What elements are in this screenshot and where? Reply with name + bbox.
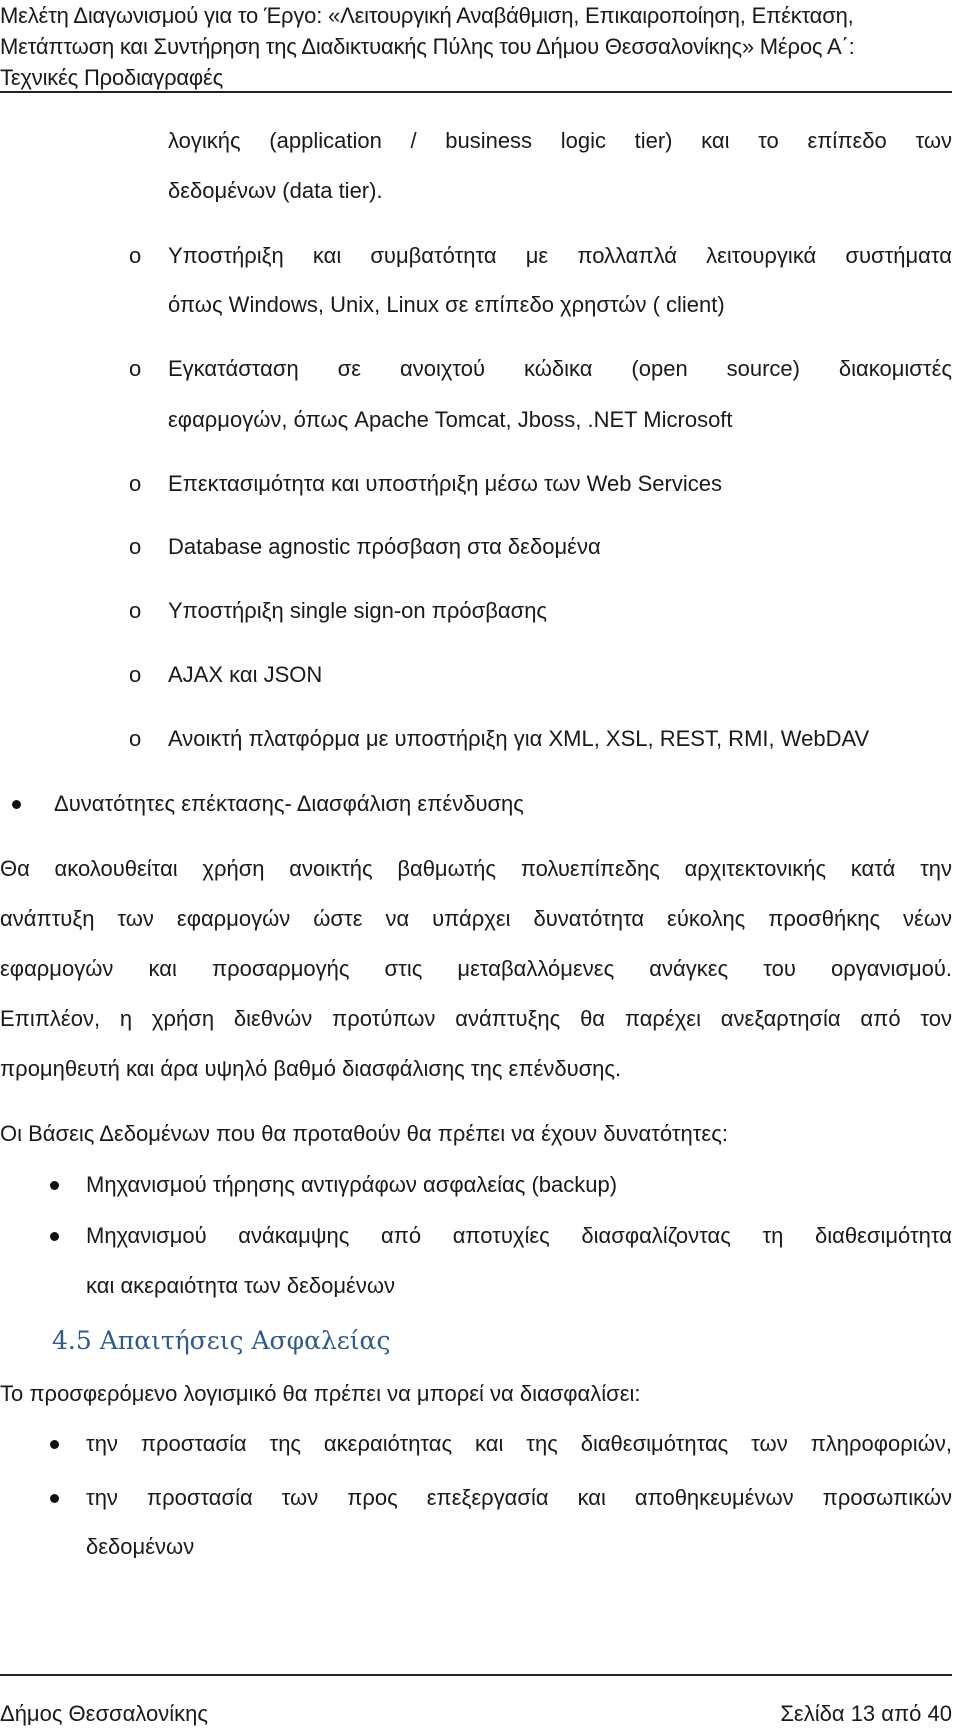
paragraph-line-4: Επιπλέον, η χρήση διεθνών προτύπων ανάπτυξης θα παρέχει ανεξαρτησία από τον xyxy=(0,1006,952,1031)
bullet-icon xyxy=(50,1181,59,1190)
sub-item-sso: Υποστήριξη single sign-on πρόσβασης xyxy=(168,598,548,623)
paragraph-line-3: εφαρμογών και προσαρμογής στις μεταβαλλόμενες ανάγκες του οργανισμού. xyxy=(0,956,952,981)
db-bullet-recovery-line-1: Μηχανισμού ανάκαμψης από αποτυχίες διασφαλίζοντας τη διαθεσιμότητα xyxy=(86,1223,952,1248)
page-number: Σελίδα 13 από 40 xyxy=(780,1701,952,1726)
sub-item-os-line-2: όπως Windows, Unix, Linux σε επίπεδο χρηστών ( client) xyxy=(168,292,725,317)
paragraph-line-5: προμηθευτή και άρα υψηλό βαθμό διασφάλισης της επένδυσης. xyxy=(0,1056,622,1081)
bullet-icon xyxy=(12,800,21,809)
bullet-icon xyxy=(50,1440,59,1449)
security-bullet-integrity: την προστασία της ακεραιότητας και της διαθεσιμότητας των πληροφοριών, xyxy=(86,1431,952,1456)
page-header xyxy=(0,0,952,93)
sub-bullet-marker: o xyxy=(129,662,142,687)
header-title-line-2: Μετάπτωση και Συντήρηση της Διαδικτυακής Πύλης του Δήμου Θεσσαλονίκης» Μέρος Α΄: xyxy=(0,34,855,59)
section-heading: 4.5 Απαιτήσεις Ασφαλείας xyxy=(52,1326,391,1355)
sub-item-database-agnostic: Database agnostic πρόσβαση στα δεδομένα xyxy=(168,534,601,559)
header-divider xyxy=(0,91,952,93)
header-title-line-3: Τεχνικές Προδιαγραφές xyxy=(0,65,223,90)
sub-item-webservices: Επεκτασιμότητα και υποστήριξη μέσω των Web Services xyxy=(168,471,722,496)
bullet-expansion-investment: Δυνατότητες επέκτασης- Διασφάλιση επένδυσης xyxy=(54,791,524,816)
sub-item-opensource-line-1: Εγκατάσταση σε ανοιχτού κώδικα (open source) διακομιστές xyxy=(168,356,952,381)
sub-bullet-marker: o xyxy=(129,534,142,559)
footer-organization: Δήμος Θεσσαλονίκης xyxy=(0,1701,208,1726)
continuation-line-1: λογικής (application / business logic tier) και το επίπεδο των xyxy=(168,128,952,153)
security-bullet-personal-data-line-2: δεδομένων xyxy=(86,1534,195,1559)
sub-bullet-marker: o xyxy=(129,726,142,751)
security-intro: Το προσφερόμενο λογισμικό θα πρέπει να μπορεί να διασφαλίσει: xyxy=(0,1381,641,1406)
sub-item-os-line-1: Υποστήριξη και συμβατότητα με πολλαπλά λειτουργικά συστήματα xyxy=(168,243,952,268)
databases-intro: Οι Βάσεις Δεδομένων που θα προταθούν θα πρέπει να έχουν δυνατότητες: xyxy=(0,1121,728,1146)
sub-bullet-marker: o xyxy=(129,471,142,496)
header-title-line-1: Μελέτη Διαγωνισμού για το Έργο: «Λειτουργική Αναβάθμιση, Επικαιροποίηση, Επέκταση, xyxy=(0,3,854,28)
db-bullet-backup: Μηχανισμού τήρησης αντιγράφων ασφαλείας (backup) xyxy=(86,1172,618,1197)
db-bullet-recovery-line-2: και ακεραιότητα των δεδομένων xyxy=(86,1273,396,1298)
sub-item-open-platform: Ανοικτή πλατφόρμα με υποστήριξη για XML, XSL, REST, RMI, WebDAV xyxy=(168,726,870,751)
sub-bullet-marker: o xyxy=(129,243,142,268)
bullet-icon xyxy=(50,1232,59,1241)
footer-divider xyxy=(0,1674,952,1676)
bullet-icon xyxy=(50,1494,59,1503)
continuation-line-2: δεδομένων (data tier). xyxy=(168,178,383,203)
sub-bullet-marker: o xyxy=(129,598,142,623)
sub-item-opensource-line-2: εφαρμογών, όπως Apache Tomcat, Jboss, .NET Microsoft xyxy=(168,407,733,432)
sub-item-ajax-json: AJAX και JSON xyxy=(168,662,323,687)
paragraph-line-2: ανάπτυξη των εφαρμογών ώστε να υπάρχει δυνατότητα εύκολης προσθήκης νέων xyxy=(0,906,952,931)
sub-bullet-marker: o xyxy=(129,356,142,381)
security-bullet-personal-data-line-1: την προστασία των προς επεξεργασία και αποθηκευμένων προσωπικών xyxy=(86,1485,952,1510)
paragraph-line-1: Θα ακολουθείται χρήση ανοικτής βαθμωτής πολυεπίπεδης αρχιτεκτονικής κατά την xyxy=(0,856,952,881)
